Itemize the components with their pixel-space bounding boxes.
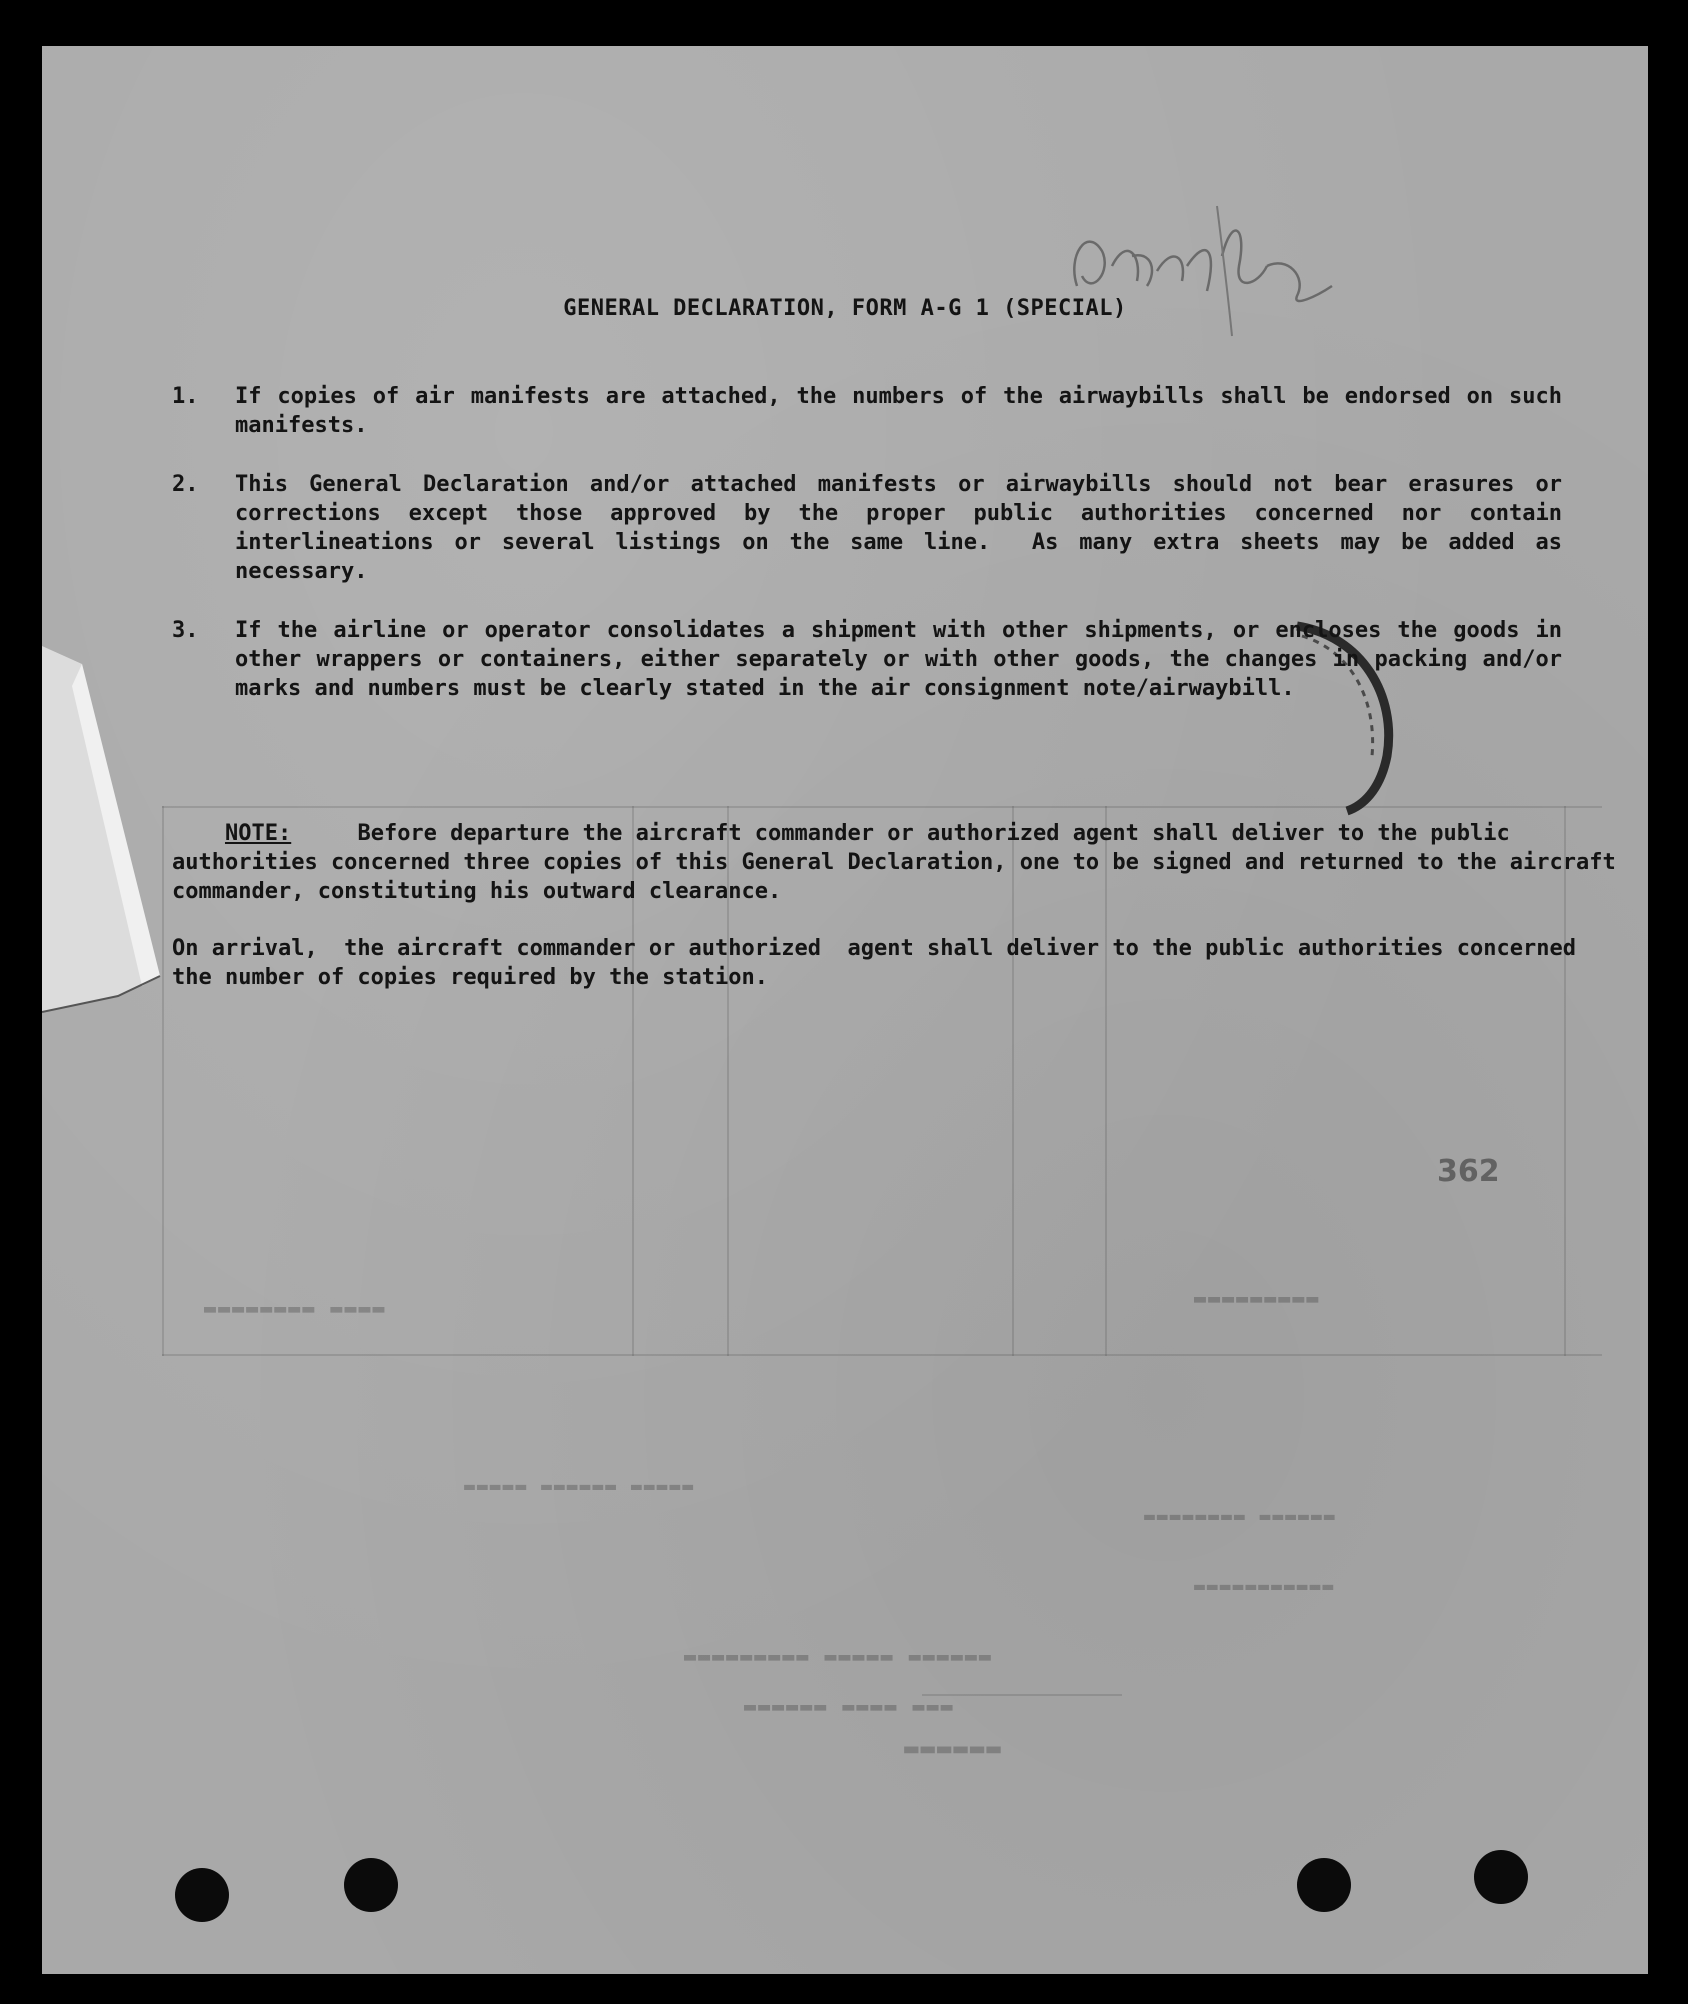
document-title: GENERAL DECLARATION, FORM A-G 1 (SPECIAL) bbox=[563, 296, 1127, 321]
note-label: NOTE: bbox=[224, 821, 292, 846]
bleed-through-text: ▬▬▬▬▬▬ ▬▬▬▬▬ ▬▬▬▬▬▬▬▬▬ bbox=[682, 1644, 991, 1668]
arrival-paragraph: On arrival, the aircraft commander or authorized agent shall deliver to the public authorities concerned the number of copies required by the station. bbox=[172, 936, 1590, 990]
list-item bbox=[172, 382, 1576, 440]
bleed-through-line bbox=[162, 1354, 1602, 1356]
bleed-through-text: ▬▬▬▬▬▬ bbox=[902, 1734, 1001, 1762]
list-item-number: 2. bbox=[172, 472, 199, 497]
bleed-through-text: ▬▬▬▬▬▬▬▬▬ bbox=[1192, 1286, 1319, 1310]
list-item-number: 1. bbox=[172, 384, 199, 409]
bleed-through-text: ▬▬▬ ▬▬▬▬ ▬▬▬▬▬▬ bbox=[742, 1694, 953, 1718]
list-item-text: If the airline or operator consolidates a shipment with other shipments, or encloses the goods in other wrappers or containers, either separately or with other goods, the changes in packing and/or marks and numbers must be clearly stated in the air consignment note/airwaybill. bbox=[235, 618, 1576, 701]
bleed-through-text: ▬▬▬▬▬▬▬▬▬▬▬ bbox=[1192, 1576, 1334, 1597]
punch-hole bbox=[344, 1858, 398, 1912]
handwritten-initials-icon bbox=[1057, 196, 1357, 346]
list-item-number: 3. bbox=[172, 618, 199, 643]
punch-hole bbox=[1474, 1850, 1528, 1904]
punch-hole bbox=[1297, 1858, 1351, 1912]
bleed-through-text: ▬▬▬▬▬ ▬▬▬▬▬▬ ▬▬▬▬▬ bbox=[462, 1476, 694, 1497]
list-item bbox=[172, 616, 1576, 703]
bleed-through-text: ▬▬▬▬ ▬▬▬▬▬▬▬▬ bbox=[202, 1296, 385, 1320]
list-item-text: This General Declaration and/or attached manifests or airwaybills should not bear erasures or corrections except those approved by the proper public authorities concerned nor contain interlineations or several listings on the same line. As many extra sheets may be added as necessary. bbox=[235, 472, 1576, 584]
document-sheet bbox=[42, 46, 1648, 1974]
note-text: Before departure the aircraft commander or authorized agent shall deliver to the public authorities concerned three copies of this General Declaration, one to be signed and returned to the aircraft commander, constituting his outward clearance. bbox=[172, 821, 1629, 904]
page-number: 362 bbox=[1437, 1154, 1500, 1189]
list-item-text: If copies of air manifests are attached, the numbers of the airwaybills shall be endorsed on such manifests. bbox=[235, 384, 1576, 438]
list-item bbox=[172, 470, 1576, 586]
bleed-through-text: ▬▬▬▬▬▬ ▬▬▬▬▬▬▬▬ bbox=[1142, 1506, 1335, 1527]
note-paragraph bbox=[172, 790, 1628, 935]
punch-hole bbox=[175, 1868, 229, 1922]
